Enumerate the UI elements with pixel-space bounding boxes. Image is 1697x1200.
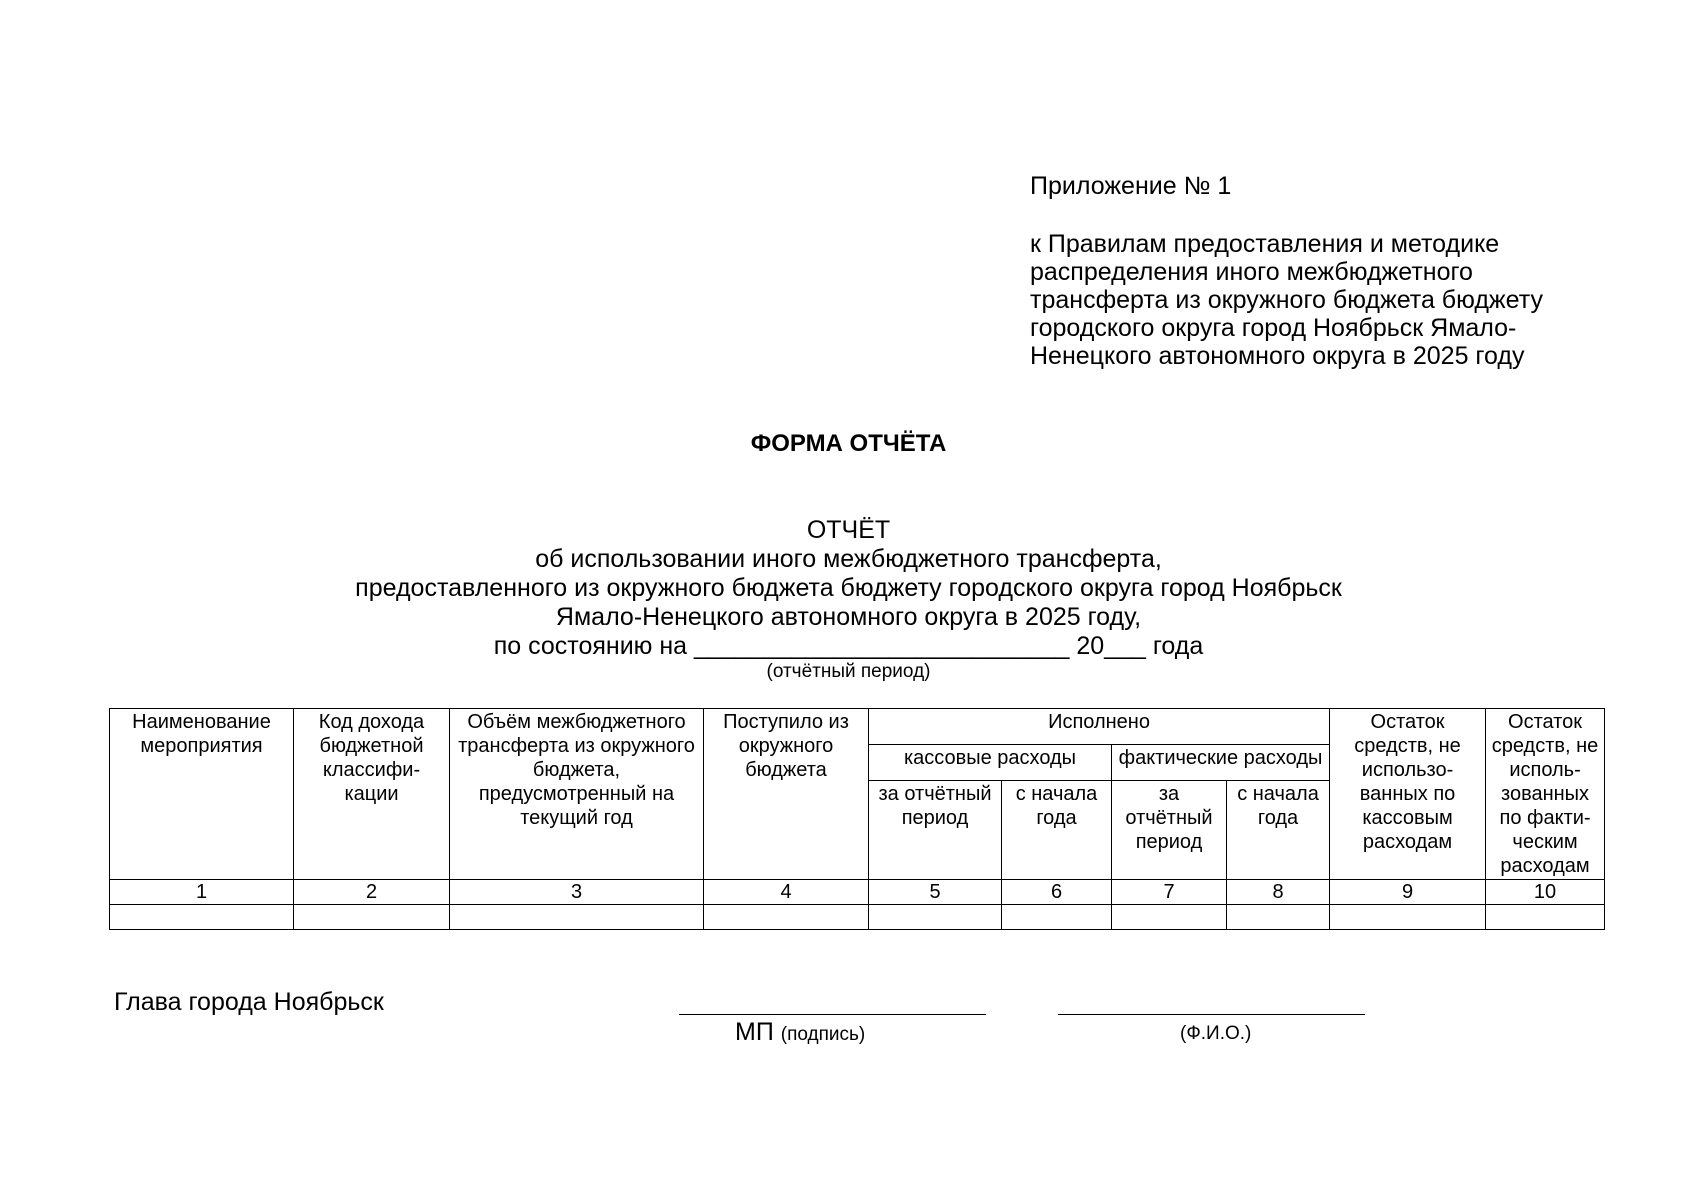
column-number: 9 [1330,880,1486,905]
mp-label: МП [735,1018,774,1046]
column-number: 6 [1002,880,1112,905]
header-transfer-volume: Объём межбюджетного трансферта из окружного бюджета, предусмотренный на текущий год [450,709,704,880]
table-cell [110,905,294,930]
appendix-line: распределения иного межбюджетного [1030,258,1473,286]
column-number: 2 [294,880,450,905]
column-number: 10 [1486,880,1605,905]
table-cell [1227,905,1330,930]
header-actual-ytd: с начала года [1227,780,1330,879]
fio-hint: (Ф.И.О.) [1180,1023,1252,1044]
column-number: 7 [1112,880,1227,905]
head-title: Глава города Ноябрьск [114,988,384,1016]
report-date-line: по состоянию на ___________________________ 20___ года [493,632,1204,660]
report-title: ОТЧЁТ [806,516,891,544]
header-cash-period: за отчётный период [869,780,1002,879]
header-actual-balance: Остаток средств, не исполь-зованных по факти-ческим расходам [1486,709,1605,880]
header-actual-period: за отчётный период [1112,780,1227,879]
empty-data-row [110,905,1605,930]
report-line: предоставленного из окружного бюджета бюджету городского округа город Ноябрьск [355,574,1342,602]
period-hint: (отчётный период) [766,661,931,682]
report-line: об использовании иного межбюджетного трансферта, [535,545,1162,573]
appendix-line: городского округа город Ноябрьск Ямало- [1030,314,1517,342]
header-actual-expenses: фактические расходы [1112,744,1330,780]
report-table [109,708,1605,930]
table-cell [1112,905,1227,930]
stamp-place [735,1018,865,1047]
signature-block [0,986,1697,1066]
column-number: 8 [1227,880,1330,905]
table-cell [704,905,869,930]
form-title: ФОРМА ОТЧЁТА [750,430,947,457]
table-cell [869,905,1002,930]
report-line: Ямало-Ненецкого автономного округа в 2025 году, [555,603,1142,631]
header-income-code: Код дохода бюджетной классифи-кации [294,709,450,880]
header-cash-expenses: кассовые расходы [869,744,1112,780]
table-cell [1002,905,1112,930]
appendix-line: трансферта из окружного бюджета бюджету [1030,286,1543,314]
column-number: 3 [450,880,704,905]
header-received: Поступило из окружного бюджета [704,709,869,880]
table-cell [450,905,704,930]
header-executed: Исполнено [869,709,1330,745]
appendix-line: Ненецкого автономного округа в 2025 году [1030,342,1525,370]
header-activity-name: Наименование мероприятия [110,709,294,880]
fio-line [1058,1014,1365,1015]
column-number-row [110,880,1605,905]
appendix-block [1030,172,1650,370]
appendix-line: к Правилам предоставления и методике [1030,230,1500,258]
column-number: 5 [869,880,1002,905]
header-cash-balance: Остаток средств, не использо-ванных по кассовым расходам [1330,709,1486,880]
table-cell [294,905,450,930]
signature-hint: (подпись) [780,1024,866,1045]
report-heading [0,516,1697,682]
signature-line [679,1014,986,1015]
column-number: 4 [704,880,869,905]
header-cash-ytd: с начала года [1002,780,1112,879]
column-number: 1 [110,880,294,905]
appendix-number: Приложение № 1 [1030,172,1232,200]
table-cell [1330,905,1486,930]
table-cell [1486,905,1605,930]
